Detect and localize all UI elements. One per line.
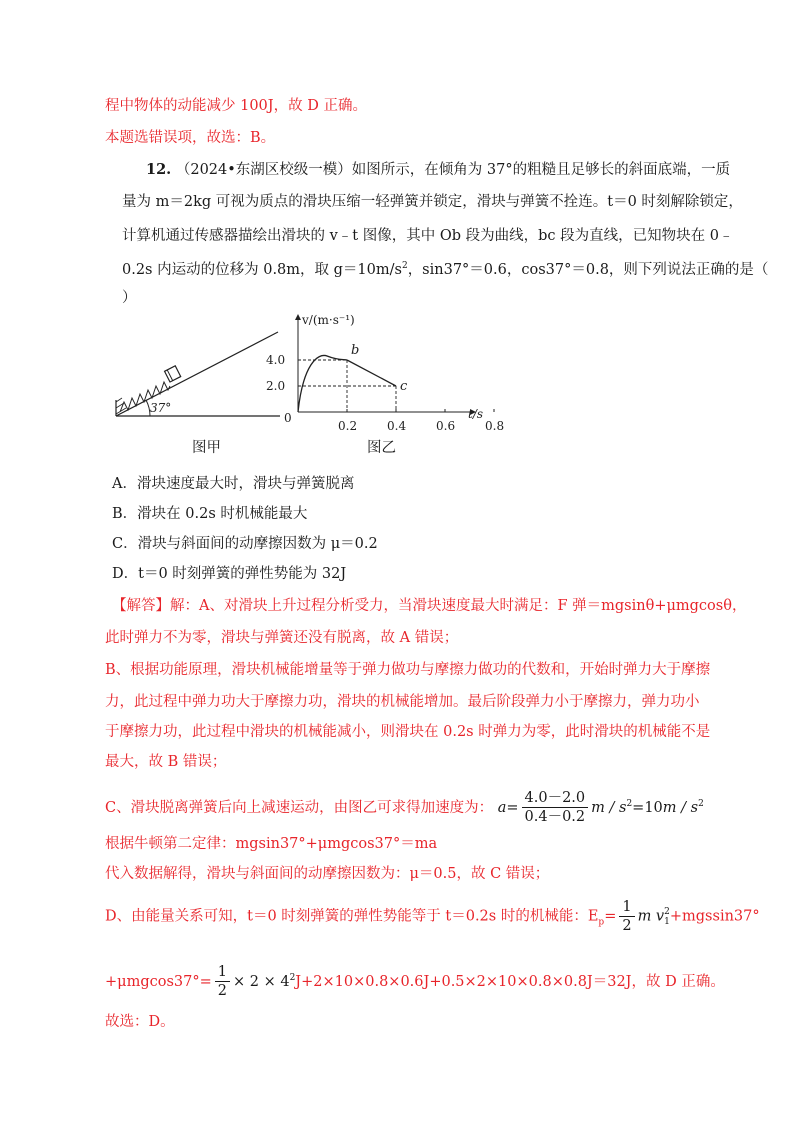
answer-c-text: C、滑块脱离弹簧后向上减速运动，由图乙可求得加速度为： xyxy=(105,799,494,816)
acceleration-symbol: a xyxy=(497,799,507,816)
incline-slope xyxy=(116,332,278,416)
previous-answer-choice: 本题选错误项，故选：B。 xyxy=(105,130,276,146)
x-tick-label: 0.8 xyxy=(485,419,505,433)
option-b: B．滑块在 0.2s 时机械能最大 xyxy=(112,506,308,522)
question-text-4a: 0.2s 内运动的位移为 0.8m，取 g＝10m/s xyxy=(122,261,402,278)
line-bc xyxy=(347,360,396,386)
answer-b-line-1: B、根据功能原理，滑块机械能增量等于弹力做功与摩擦力做功的代数和，开始时弹力大于摩擦 xyxy=(105,662,711,678)
x-tick-label: 0.2 xyxy=(338,419,358,433)
answer-c-line-3: 代入数据解得，滑块与斜面间的动摩擦因数为：μ＝0.5，故 C 错误； xyxy=(105,866,550,882)
figure-b-caption: 图乙 xyxy=(367,440,396,456)
answer-a-line-1 xyxy=(112,596,746,616)
x-tick-label: 0.6 xyxy=(436,419,456,433)
previous-solution-text: 程中物体的动能减少 100J，故 D 正确。 xyxy=(105,98,367,114)
fraction-numerator: 4.0－2.0 xyxy=(522,789,589,808)
answer-d-line-1 xyxy=(105,898,760,940)
answer-a-text: 解：A、对滑块上升过程分析受力，当滑块速度最大时满足：F 弹＝mgsinθ+μmgcosθ， xyxy=(170,598,747,614)
half-fraction-2 xyxy=(215,963,230,1000)
answer-b-line-4: 最大，故 B 错误； xyxy=(105,754,227,770)
point-c-label: c xyxy=(400,379,408,394)
half-denominator: 2 xyxy=(622,918,632,934)
equals-sign: = xyxy=(604,908,617,925)
option-a: A．滑块速度最大时，滑块与弹簧脱离 xyxy=(112,476,355,492)
y-tick-label: 2.0 xyxy=(266,379,286,393)
figure-a-caption: 图甲 xyxy=(192,440,221,456)
half-denominator-2: 2 xyxy=(217,983,227,1000)
acceleration-fraction xyxy=(522,789,589,826)
x-tick-label: 0.4 xyxy=(387,419,407,433)
curve-ob xyxy=(298,355,347,412)
half-numerator: 1 xyxy=(619,898,634,917)
slider-block xyxy=(165,366,181,382)
acceleration-value: =10 xyxy=(632,799,663,816)
answer-a-line-2: 此时弹力不为零，滑块与弹簧还没有脱离，故 A 错误； xyxy=(105,630,459,646)
velocity-subscript: 1 xyxy=(664,916,670,927)
question-text-1: （2024•东湖区校级一模）如图所示，在倾角为 37°的粗糙且足够长的斜面底端，一质 xyxy=(175,162,731,178)
question-number: 12. xyxy=(146,161,172,178)
velocity-exponent: 2 xyxy=(664,906,670,917)
unit-1: m / s xyxy=(591,799,627,816)
answer-d-tail: +mgssin37° xyxy=(669,908,760,925)
question-stem-line-3: 计算机通过传感器描绘出滑块的 v﹣t 图像，其中 Ob 段为曲线，bc 段为直线，已知物块在 0﹣ xyxy=(122,228,734,244)
question-text-4b: ，sin37°＝0.6，cos37°＝0.8，则下列说法正确的是（ xyxy=(407,261,769,278)
answer-d-line2-tail: J+2×10×0.8×0.6J+0.5×2×10×0.8×0.8J＝32J，故 D 正确。 xyxy=(295,973,725,990)
unit-2: m / s xyxy=(662,799,699,816)
point-b-label: b xyxy=(351,343,360,358)
final-answer: 故选：D。 xyxy=(105,1014,175,1030)
angle-label: 37° xyxy=(150,401,172,415)
half-fraction xyxy=(619,898,634,935)
answer-d-exponent: 2 xyxy=(289,973,296,983)
y-axis-label: v/(m·s⁻¹) xyxy=(302,313,355,327)
half-numerator-2: 1 xyxy=(215,963,230,982)
option-d: D．t＝0 时刻弹簧的弹性势能为 32J xyxy=(112,566,347,582)
origin-label: 0 xyxy=(284,411,292,425)
y-axis-arrow xyxy=(295,314,301,320)
answer-c-line-1 xyxy=(105,786,704,826)
answer-c-line-2: 根据牛顿第二定律：mgsin37°+μmgcos37°＝ma xyxy=(105,836,438,852)
question-stem-line-1 xyxy=(146,160,730,180)
answer-b-line-3: 于摩擦力功，此过程中滑块的机械能减小，则滑块在 0.2s 时弹力为零，此时滑块的机械能不是 xyxy=(105,724,711,740)
answer-b-line-2: 力，此过程中弹力功大于摩擦力功，滑块的机械能增加。最后阶段弹力小于摩擦力，弹力功小 xyxy=(105,694,700,710)
kinetic-term: m v xyxy=(637,908,665,925)
option-c: C．滑块与斜面间的动摩擦因数为 μ＝0.2 xyxy=(112,536,378,552)
y-tick-label: 4.0 xyxy=(266,353,286,367)
question-stem-line-2: 量为 m＝2kg 可视为质点的滑块压缩一轻弹簧并锁定，滑块与弹簧不拴连。t＝0 时刻解除锁定， xyxy=(122,194,743,210)
gravity-unit-exponent: 2 xyxy=(401,261,408,271)
figure-b-vt-chart xyxy=(262,308,505,433)
question-stem-line-5: ） xyxy=(122,290,137,306)
energy-subscript: p xyxy=(598,917,605,928)
answer-tag: 【解答】 xyxy=(112,598,170,614)
acceleration-formula: a= $\frac{4.0-2.0}{0.4-0.2}$ $m / s^2=10m / s^2$ xyxy=(497,790,704,826)
answer-d-line2-head: +μmgcos37°= xyxy=(105,973,212,990)
answer-d-line-2 xyxy=(105,960,725,1000)
x-axis-label: t/s xyxy=(468,407,484,421)
fraction-denominator: 0.4－0.2 xyxy=(524,809,586,826)
answer-d-text: D、由能量关系可知，t＝0 时刻弹簧的弹性势能等于 t＝0.2s 时的机械能：E xyxy=(105,908,599,925)
answer-d-line2-mid: × 2 × 4 xyxy=(232,973,290,990)
question-stem-line-4 xyxy=(122,256,768,280)
